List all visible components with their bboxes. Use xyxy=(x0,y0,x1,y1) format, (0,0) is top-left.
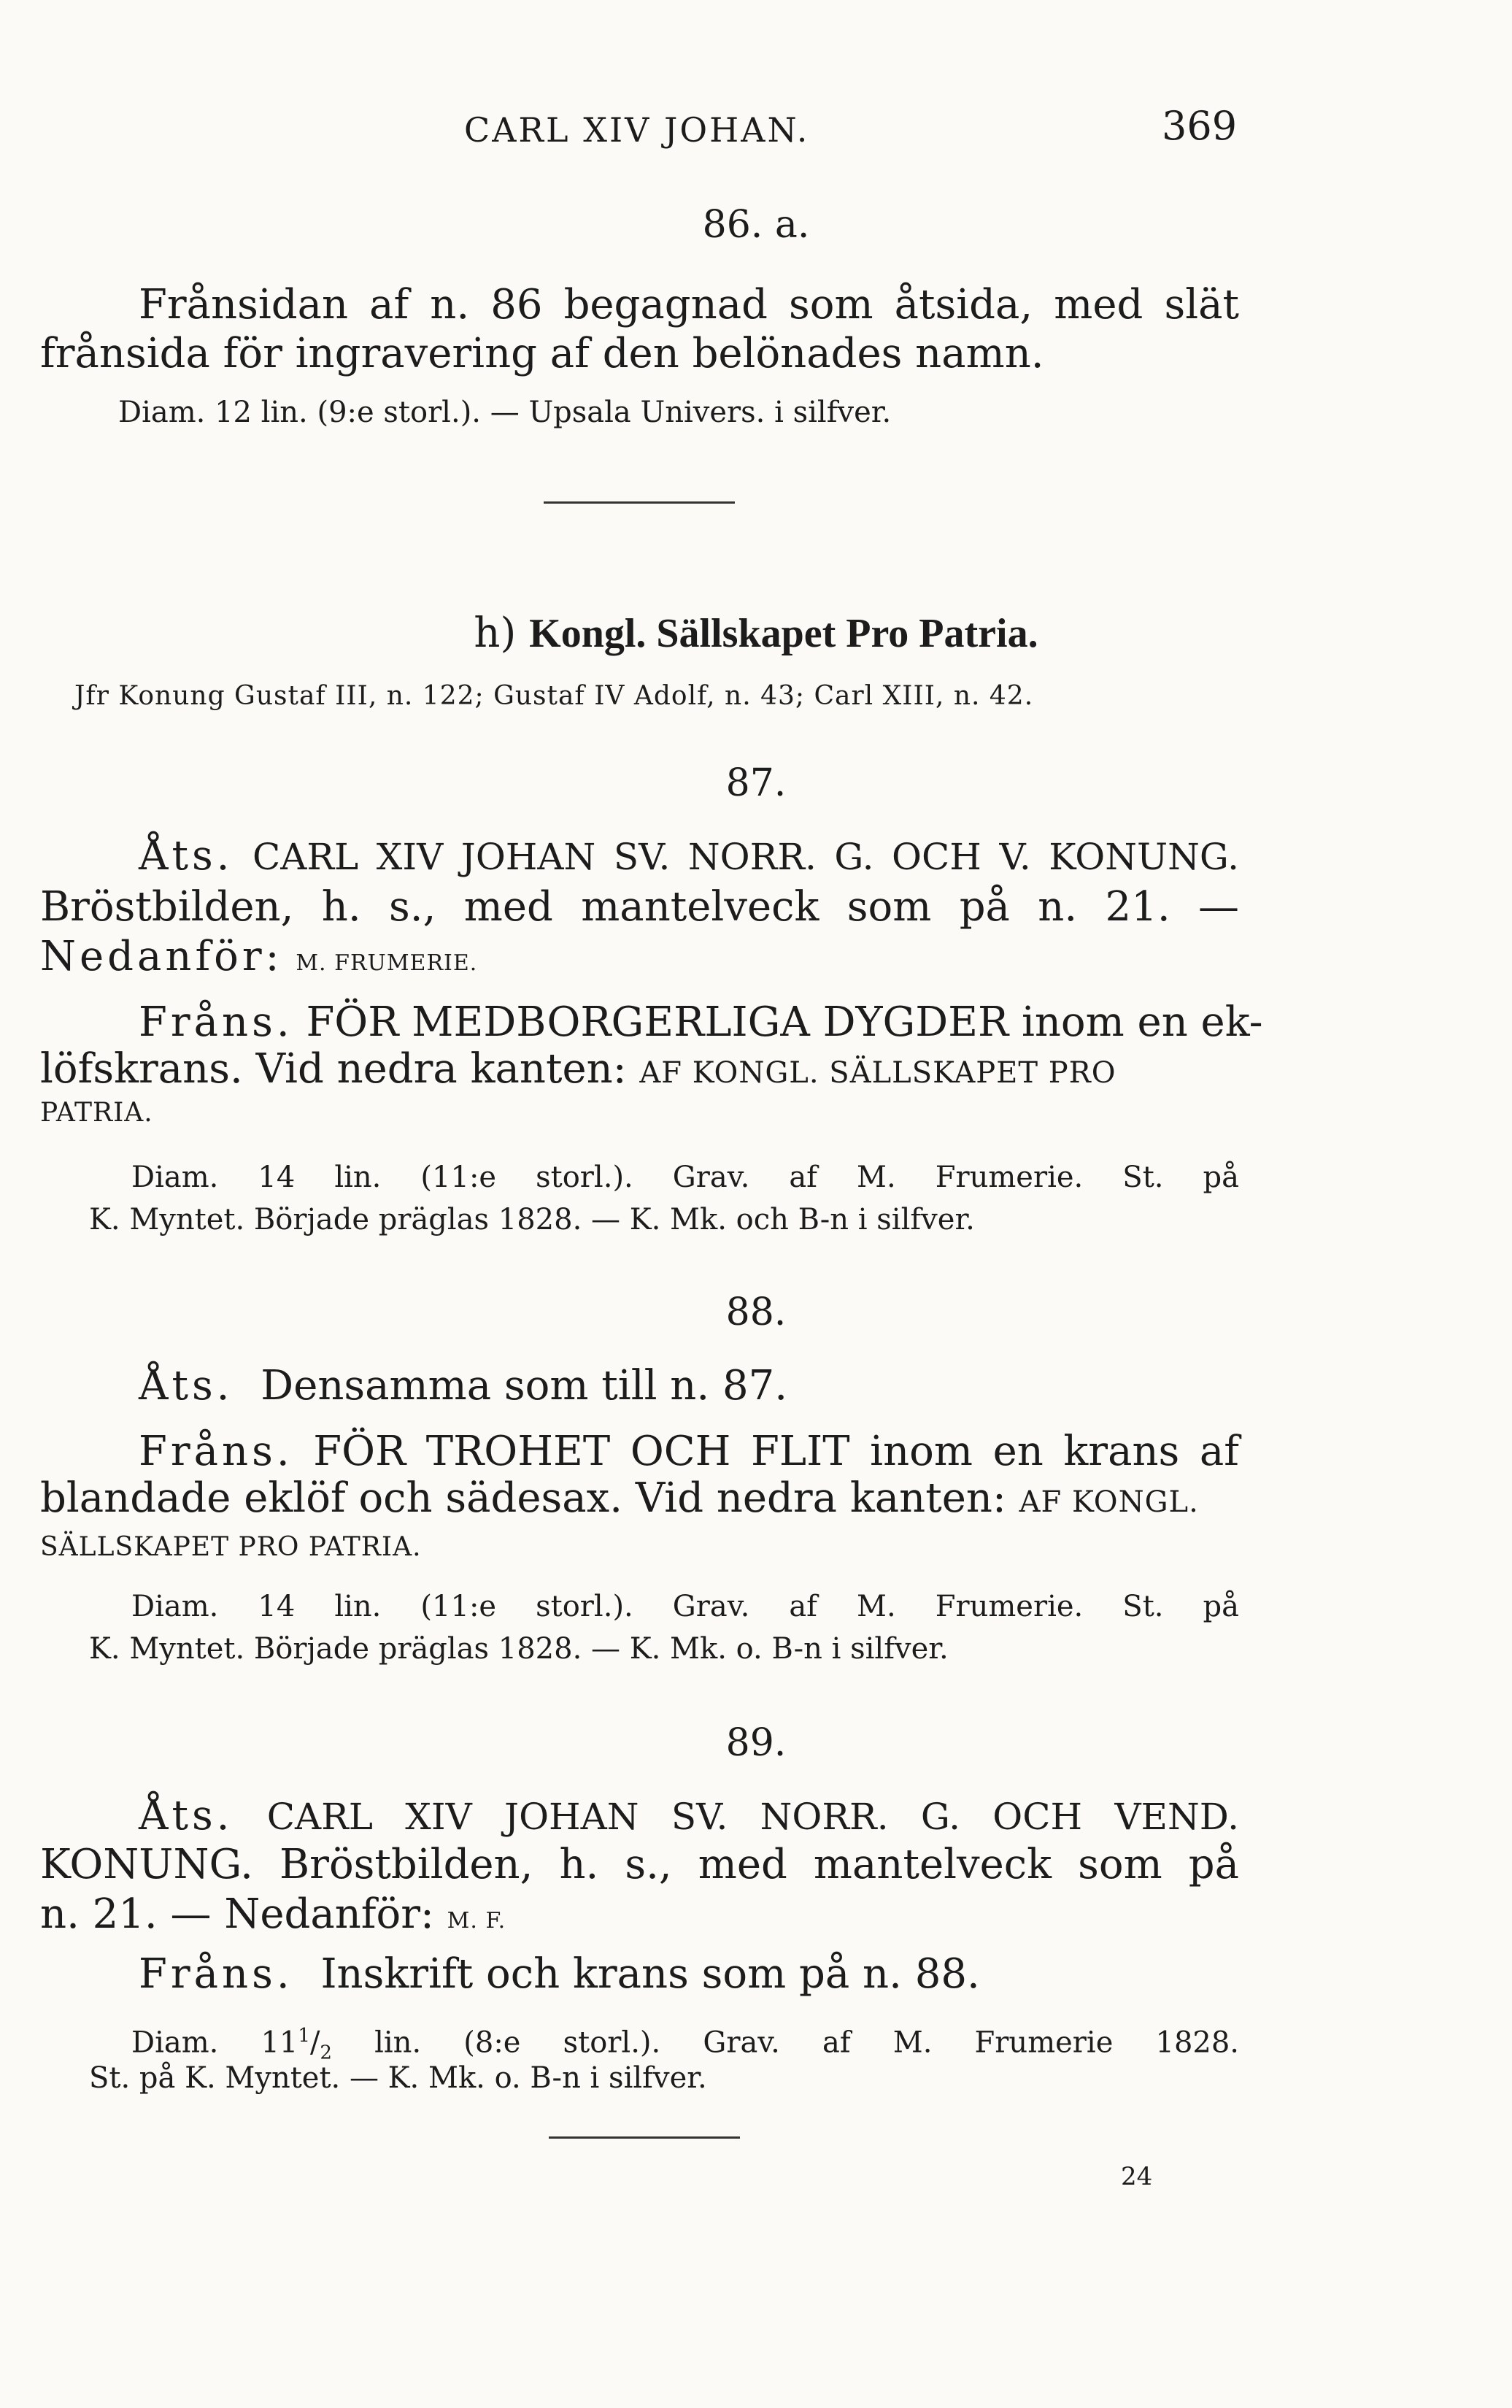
entry-89-ats-text: CARL XIV JOHAN SV. NORR. G. OCH VEND. xyxy=(266,1796,1239,1838)
entry-89-frans-label: Fråns. xyxy=(139,1950,293,1998)
entry-89-diam1b: lin. (8:e storl.). Grav. af M. Frumerie 1828. xyxy=(331,2026,1240,2060)
entry-88-line1 xyxy=(139,1362,787,1410)
entry-88-ats-text: Densamma som till n. 87. xyxy=(261,1362,788,1409)
entry-88-frans-label: Fråns. xyxy=(139,1428,293,1475)
entry-87-line3 xyxy=(40,933,477,988)
entry-87-line2: Bröstbilden, h. s., med mantelveck som på n. 21. — xyxy=(40,883,1239,931)
entry-88-ats-label: Åts. xyxy=(139,1362,234,1409)
entry-87-ats-text: CARL XIV JOHAN SV. NORR. G. OCH V. KONUNG. xyxy=(252,836,1239,878)
section-h-title: Kongl. Sällskapet Pro Patria. xyxy=(529,611,1038,656)
printer-signature: 24 xyxy=(1121,2162,1153,2191)
entry-87-line5 xyxy=(40,1045,1116,1097)
entry-87-line5b: AF KONGL. SÄLLSKAPET PRO xyxy=(639,1056,1116,1090)
entry-87-line5a: löfskrans. Vid nedra kanten: xyxy=(40,1045,627,1093)
entry-89-line4 xyxy=(139,1950,980,1999)
running-title: CARL XIV JOHAN. xyxy=(464,110,810,150)
section-h-label: h) xyxy=(474,609,517,657)
entry-89-line3a: n. 21. — Nedanför: xyxy=(40,1890,434,1938)
entry-87-nedanfor: Nedanför: xyxy=(40,933,283,980)
entry-88-number: 88. xyxy=(725,1290,787,1334)
entry-89-line1 xyxy=(139,1792,1239,1841)
entry-89-line2: KONUNG. Bröstbilden, h. s., med mantelveck som på xyxy=(40,1841,1239,1888)
entry-88-line2 xyxy=(139,1428,1239,1476)
entry-89-frans-text: Inskrift och krans som på n. 88. xyxy=(320,1950,980,1998)
entry-87-frans-label: Fråns. xyxy=(139,999,293,1046)
entry-88-diam2: K. Myntet. Började präglas 1828. — K. Mk. o. B-n i silfver. xyxy=(89,1632,949,1666)
entry-87-number: 87. xyxy=(725,761,787,805)
page-number: 369 xyxy=(1162,103,1238,149)
entry-86a-diam: Diam. 12 lin. (9:e storl.). — Upsala Univers. i silfver. xyxy=(118,396,892,429)
entry-88-frans-text: FÖR TROHET OCH FLIT inom en krans af xyxy=(313,1428,1239,1475)
entry-88-line3 xyxy=(40,1474,1199,1526)
entry-87-diam1: Diam. 14 lin. (11:e storl.). Grav. af M. Frumerie. St. på xyxy=(131,1161,1239,1194)
entry-87-line1 xyxy=(139,832,1239,881)
entry-87-frans-text: FÖR MEDBORGERLIGA DYGDER inom en ek- xyxy=(306,999,1263,1046)
entry-89-frac-den: 2 xyxy=(320,2042,332,2064)
entry-88-line3a: blandade eklöf och sädesax. Vid nedra kanten: xyxy=(40,1474,1006,1522)
section-rule-bottom xyxy=(549,2136,740,2139)
entry-89-diam1a: Diam. 11 xyxy=(131,2026,298,2060)
entry-87-line6: PATRIA. xyxy=(40,1098,153,1128)
section-h-reference: Jfr Konung Gustaf III, n. 122; Gustaf IV Adolf, n. 43; Carl XIII, n. 42. xyxy=(74,681,1034,711)
entry-88-line3b: AF KONGL. xyxy=(1019,1485,1199,1519)
entry-87-diam2: K. Myntet. Började präglas 1828. — K. Mk. och B-n i silfver. xyxy=(89,1203,975,1236)
entry-88-line4: SÄLLSKAPET PRO PATRIA. xyxy=(40,1532,422,1562)
section-rule-top xyxy=(544,501,735,504)
entry-87-ats-label: Åts. xyxy=(139,832,234,880)
entry-87-engraver: M. FRUMERIE. xyxy=(296,950,478,976)
entry-86a-number: 86. a. xyxy=(702,203,810,247)
entry-89-frac-slash: / xyxy=(309,2026,320,2060)
entry-89-ats-label: Åts. xyxy=(139,1792,234,1839)
entry-89-line3b: M. F. xyxy=(447,1908,506,1934)
entry-88-diam1: Diam. 14 lin. (11:e storl.). Grav. af M. Frumerie. St. på xyxy=(131,1590,1239,1623)
entry-89-number: 89. xyxy=(725,1721,787,1765)
entry-86a-line2: frånsida för ingravering af den belönades namn. xyxy=(40,330,1044,377)
entry-89-frac-num: 1 xyxy=(298,2025,310,2047)
entry-89-diam2: St. på K. Myntet. — K. Mk. o. B-n i silfver. xyxy=(89,2061,707,2095)
entry-87-line4 xyxy=(139,999,1263,1047)
entry-89-line3 xyxy=(40,1890,506,1945)
section-h-heading xyxy=(0,609,1512,658)
entry-86a-line1: Frånsidan af n. 86 begagnad som åtsida, med slät xyxy=(139,281,1239,328)
